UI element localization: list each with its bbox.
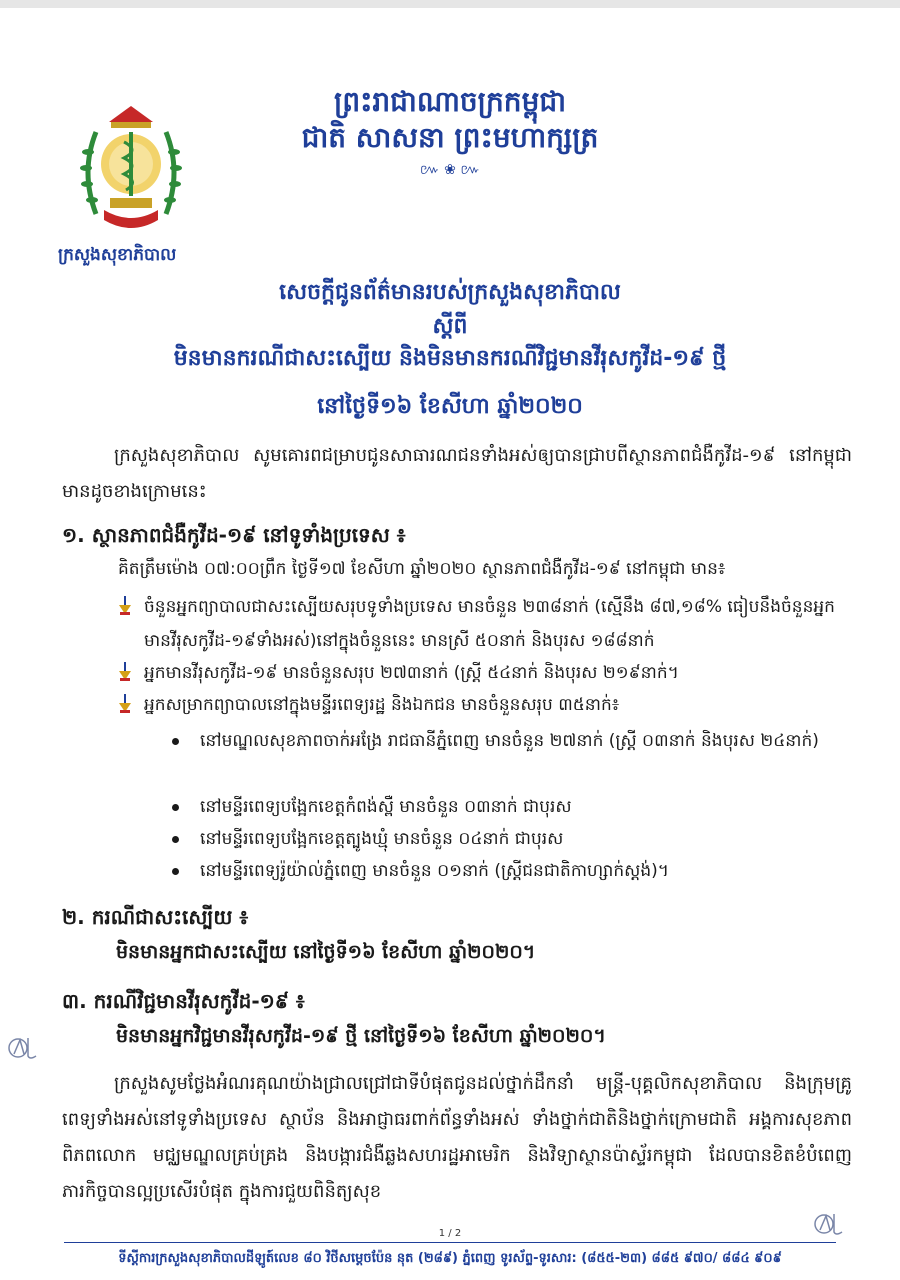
footer-address: ទីស្តីការក្រសួងសុខាភិបាលដីឡូត៍លេខ ៨០ វិថីសម្តេចប៉ែន នុត (២៨៩) ភ្នំពេញ ទូរស័ព្ទ-ទូរសារ: (៨៥៥-២៣) ៨៨៥ ៩៧០/ ៨៨៤ ៩០៩ <box>118 1251 782 1266</box>
ministry-emblem-logo <box>74 102 188 242</box>
list-item <box>118 688 858 722</box>
notice-subject-label: ស្តីពី <box>432 314 468 339</box>
dot-bullet-icon <box>172 804 179 811</box>
list-item <box>172 822 852 856</box>
arrow-bullet-icon <box>118 594 132 614</box>
bullet-text: អ្នកសម្រាកព្យាបាលនៅក្នុងមន្ទីរពេទ្យរដ្ឋ និងឯកជន មានចំនួនសរុប ៣៥នាក់៖ <box>144 695 620 715</box>
section-3-heading: ៣. ករណីវិជ្ជមានវីរុសកូវីដ-១៩ ៖ <box>62 989 305 1013</box>
top-shadow-bar <box>0 0 900 8</box>
list-item <box>172 854 852 888</box>
footer-divider <box>64 1242 836 1243</box>
list-item <box>172 790 852 824</box>
section-2-heading: ២. ករណីជាសះស្បើយ ៖ <box>62 905 249 929</box>
sub-bullet-text: នៅមន្ទីរពេទ្យបង្អែកខេត្តកំពង់ស្ពឺ មានចំនួន ០៣នាក់ ជាបុរស <box>200 797 572 817</box>
closing-paragraph: ក្រសួងសូមថ្លែងអំណរគុណយ៉ាងជ្រាលជ្រៅជាទីបំផុតជូនដល់ថ្នាក់ដឹកនាំ មន្ត្រី-បុគ្គលិកសុខាភិបាល និងក្រុមគ្រូពេទ្យទាំងអស់នៅទូទាំងប្រទេស ស្ថាប័ន និងអាជ្ញាធរពាក់ព័ន្ធទាំងអស់ ទាំងថ្នាក់ជាតិនិងថ្នាក់ក្រោមជាតិ អង្គការសុខភាពពិភពលោក មជ្ឈមណ្ឌលគ្រប់គ្រង និងបង្ការជំងឺឆ្លងសហរដ្ឋអាមេរិក និងវិទ្យាស្ថានប៉ាស្ទ័រកម្ពុជា ដែលបានខិតខំបំពេញភារកិច្ចបានល្អប្រសើរបំផុត ក្នុងការជួយពិនិត្យសុខ <box>62 1073 852 1202</box>
sub-bullet-text: នៅមន្ទីរពេទ្យបង្អែកខេត្តត្បូងឃ្មុំ មានចំនួន ០៤នាក់ ជាបុរស <box>200 829 564 849</box>
handwritten-initials-mark <box>6 1034 40 1068</box>
notice-date: នៅថ្ងៃទី១៦ ខែសីហា ឆ្នាំ២០២០ <box>317 394 583 419</box>
page-number: 1 / 2 <box>438 1228 462 1239</box>
bullet-text: អ្នកមានវីរុសកូវីដ-១៩ មានចំនួនសរុប ២៧៣នាក់ (ស្ត្រី ៥៤នាក់ និងបុរស ២១៩នាក់។ <box>144 663 679 683</box>
dot-bullet-icon <box>172 738 179 745</box>
section-1-lead: គិតត្រឹមម៉ោង ០៧:០០ព្រឹក ថ្ងៃទី១៧ ខែសីហា ឆ្នាំ២០២០ ស្ថានភាពជំងឺកូវីដ-១៩ នៅកម្ពុជា មាន៖ <box>118 559 726 579</box>
list-item <box>118 656 858 690</box>
notice-title: សេចក្តីជូនព័ត៌មានរបស់ក្រសួងសុខាភិបាល <box>279 280 621 305</box>
section-3-text: មិនមានអ្នកវិជ្ជមានវីរុសកូវីដ-១៩ ថ្មី នៅថ្ងៃទី១៦ ខែសីហា ឆ្នាំ២០២០។ <box>116 1025 606 1047</box>
bullet-text: ចំនួនអ្នកព្យាបាលជាសះស្បើយសរុបទូទាំងប្រទេស មានចំនួន ២៣៨នាក់ (ស្មើនឹង ៨៧,១៨% ធៀបនឹងចំនួនអ្នកមានវីរុសកូវីដ-១៩ទាំងអស់)នៅក្នុងចំនួននេះ មានស្រី ៥០នាក់ និងបុរស ១៨៨នាក់ <box>144 597 835 651</box>
arrow-bullet-icon <box>118 660 132 680</box>
list-item <box>118 590 858 658</box>
intro-paragraph: ក្រសួងសុខាភិបាល សូមគោរពជម្រាបជូនសាធារណជនទាំងអស់ឲ្យបានជ្រាបពីស្ថានភាពជំងឺកូវីដ-១៩ នៅកម្ពុជា មានដូចខាងក្រោមនេះ <box>62 445 852 502</box>
notice-subject: មិនមានករណីជាសះស្បើយ និងមិនមានករណីវិជ្ជមានវីរុសកូវីដ-១៩ ថ្មី <box>173 346 727 371</box>
section-2-text: មិនមានអ្នកជាសះស្បើយ នៅថ្ងៃទី១៦ ខែសីហា ឆ្នាំ២០២០។ <box>116 941 536 963</box>
arrow-bullet-icon <box>118 692 132 712</box>
dot-bullet-icon <box>172 836 179 843</box>
sub-bullet-text: នៅមណ្ឌលសុខភាពចាក់អង្រែ រាជធានីភ្នំពេញ មានចំនួន ២៧នាក់ (ស្ត្រី ០៣នាក់ និងបុរស ២៤នាក់) <box>200 731 819 751</box>
kingdom-heading: ព្រះរាជាណាចក្រកម្ពុជា <box>333 85 566 118</box>
list-item <box>172 724 852 758</box>
dot-bullet-icon <box>172 868 179 875</box>
sub-bullet-text: នៅមន្ទីរពេទ្យរ៉ូយ៉ាល់ភ្នំពេញ មានចំនួន ០១នាក់ (ស្ត្រីជនជាតិកាហ្សាក់ស្តង់)។ <box>200 861 670 881</box>
motto-heading: ជាតិ សាសនា ព្រះមហាក្សត្រ <box>301 121 599 154</box>
ornament-divider: ៚ ❀ ៚ <box>419 162 481 178</box>
ministry-label: ក្រសួងសុខាភិបាល <box>58 245 177 265</box>
section-1-heading: ១. ស្ថានភាពជំងឺកូវីដ-១៩ នៅទូទាំងប្រទេស ៖ <box>62 523 406 547</box>
